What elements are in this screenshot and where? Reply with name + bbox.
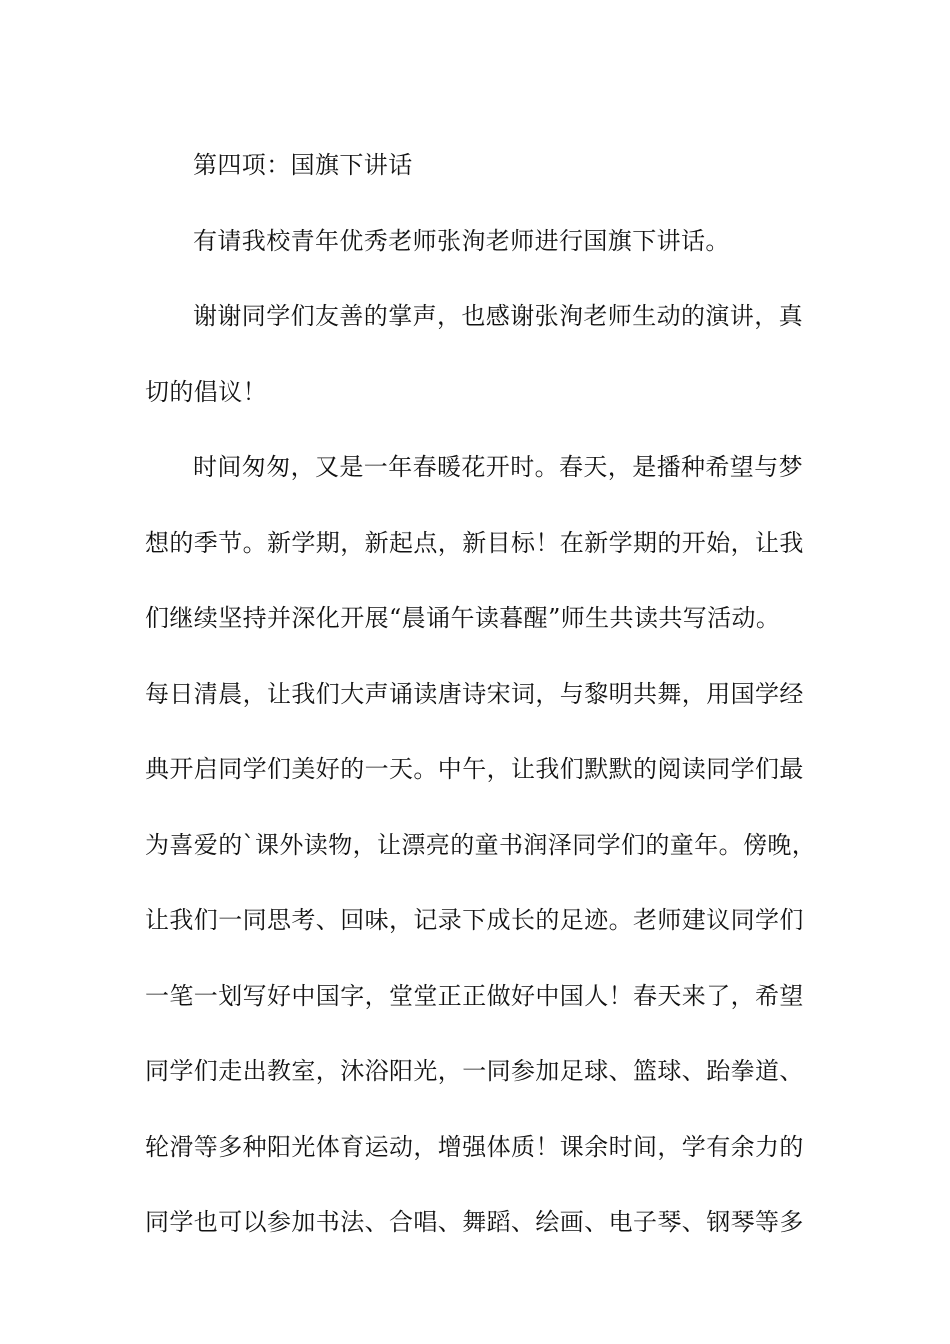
paragraph-line: 第四项：国旗下讲话 [193,151,413,179]
paragraph-line: 让我们一同思考、回味，记录下成长的足迹。老师建议同学们 [145,906,804,934]
paragraph-line: 时间匆匆，又是一年春暖花开时。春天，是播种希望与梦 [193,453,803,481]
paragraph-item-4-heading [145,128,807,204]
paragraph-line: 每日清晨，让我们大声诵读唐诗宋词，与黎明共舞，用国学经 [145,679,804,708]
paragraph-spring [145,430,817,1261]
paragraph-line: 切的倡议！ [145,377,267,406]
paragraph-line: 同学们走出教室，沐浴阳光，一同参加足球、篮球、跆拳道、 [145,1057,804,1085]
paragraph-line: 们继续坚持并深化开展“晨诵午读暮醒”师生共读共写活动。 [145,604,781,632]
document-body [145,128,817,1261]
paragraph-invite-speaker [145,204,807,280]
paragraph-line: 一笔一划写好中国字，堂堂正正做好中国人！春天来了，希望 [145,981,804,1010]
paragraph-line: 有请我校青年优秀老师张洵老师进行国旗下讲话。 [193,226,730,255]
paragraph-line: 为喜爱的`课外读物，让漂亮的童书润泽同学们的童年。傍晚， [145,830,817,859]
paragraph-line: 同学也可以参加书法、合唱、舞蹈、绘画、电子琴、钢琴等多 [145,1208,804,1236]
paragraph-line: 想的季节。新学期，新起点，新目标！在新学期的开始，让我 [145,528,804,557]
paragraph-line: 谢谢同学们友善的掌声，也感谢张洵老师生动的演讲，真 [193,302,803,330]
paragraph-line: 轮滑等多种阳光体育运动，增强体质！课余时间，学有余力的 [145,1132,804,1161]
paragraph-line: 典开启同学们美好的一天。中午，让我们默默的阅读同学们最 [145,755,804,783]
paragraph-thanks [145,279,807,430]
